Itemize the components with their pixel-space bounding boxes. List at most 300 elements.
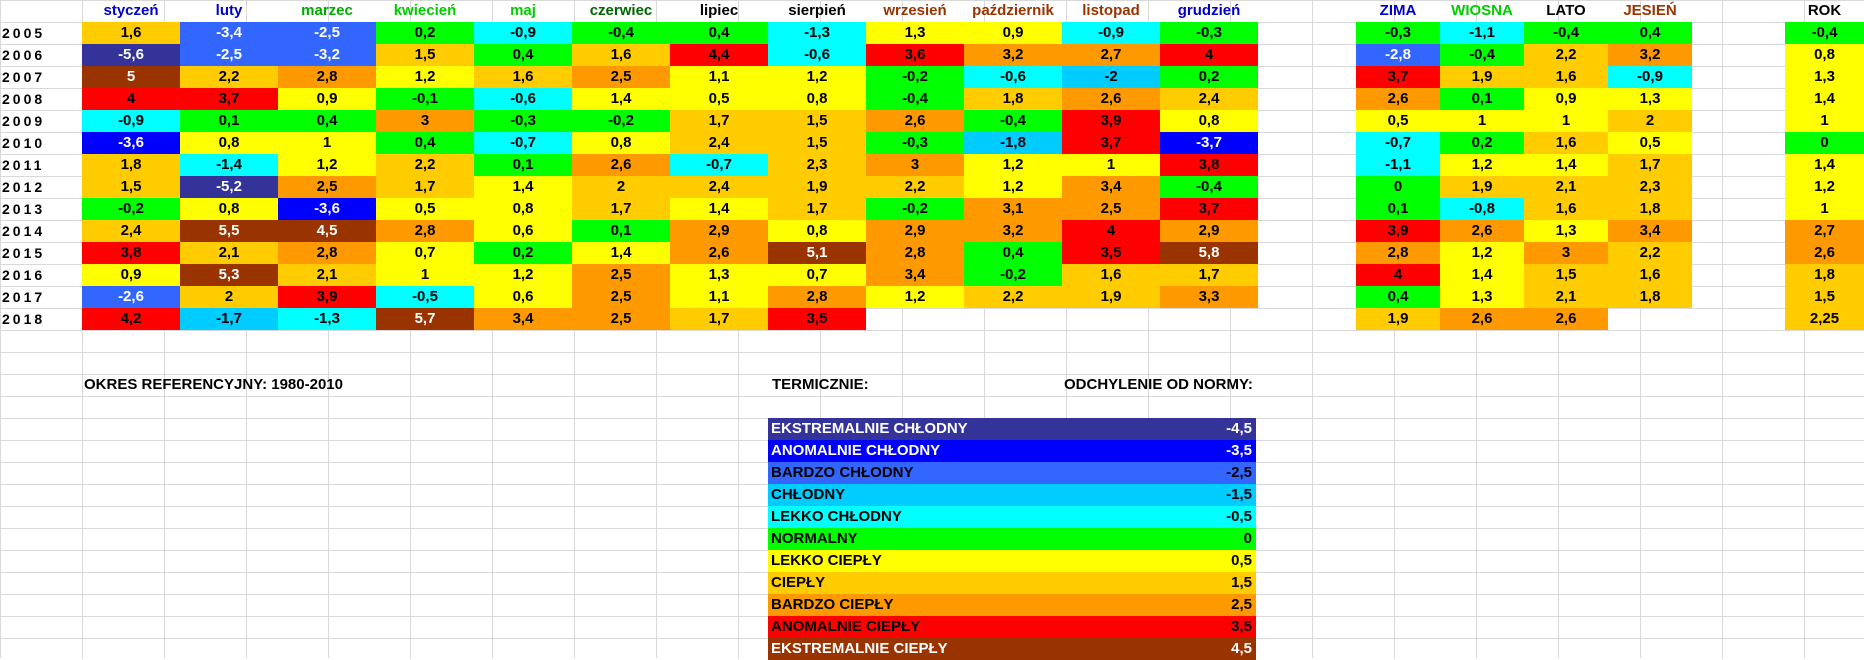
month-header-11[interactable]: grudzień [1177,2,1241,19]
legend-name: LEKKO CIEPŁY [771,552,882,569]
month-cell[interactable]: 0,2 [376,22,474,44]
month-cell[interactable]: -0,2 [572,110,670,132]
year-label[interactable]: 2016 [2,267,46,283]
month-cell[interactable]: -0,7 [670,154,768,176]
month-cell[interactable]: 2,6 [866,110,964,132]
legend-name: ANOMALNIE CHŁODNY [771,442,941,459]
month-header-2[interactable]: marzec [301,2,353,19]
month-cell[interactable] [1160,308,1258,330]
season-cell[interactable]: 0,2 [1440,132,1524,154]
month-cell[interactable] [964,308,1062,330]
month-cell[interactable]: 1,2 [866,286,964,308]
year-label[interactable]: 2014 [2,223,46,239]
rok-cell[interactable]: -0,4 [1785,22,1864,44]
month-cell[interactable]: 2,9 [670,220,768,242]
month-cell[interactable]: 2,2 [376,154,474,176]
month-cell[interactable]: -2,5 [278,22,376,44]
legend-row [768,484,1256,506]
season-cell[interactable]: 1,8 [1608,286,1692,308]
month-cell[interactable]: 4 [1062,220,1160,242]
season-cell[interactable]: 1,9 [1356,308,1440,330]
month-header-4[interactable]: maj [510,2,536,19]
month-cell[interactable]: 5,3 [180,264,278,286]
year-label[interactable]: 2013 [2,201,46,217]
month-cell[interactable]: 0,9 [964,22,1062,44]
legend-value: -0,5 [1226,508,1252,525]
month-cell[interactable]: 1,7 [670,110,768,132]
month-cell[interactable]: -3,6 [278,198,376,220]
legend-name: NORMALNY [771,530,858,547]
month-cell[interactable]: 0,4 [670,22,768,44]
season-cell[interactable]: 3,9 [1356,220,1440,242]
month-cell[interactable]: -0,6 [964,66,1062,88]
month-cell[interactable]: -0,4 [866,88,964,110]
season-cell[interactable]: 1,4 [1440,264,1524,286]
month-cell[interactable]: 0,8 [474,198,572,220]
month-cell[interactable]: 0,7 [768,264,866,286]
season-cell[interactable]: 0,1 [1356,198,1440,220]
season-cell[interactable]: -0,3 [1356,22,1440,44]
year-label[interactable]: 2007 [2,69,46,85]
month-cell[interactable]: 5,7 [376,308,474,330]
season-cell[interactable]: 1,5 [1524,264,1608,286]
month-cell[interactable]: 3 [866,154,964,176]
month-cell[interactable]: -0,1 [376,88,474,110]
rok-cell[interactable]: 1,4 [1785,154,1864,176]
month-cell[interactable]: -1,4 [180,154,278,176]
legend-name: EKSTREMALNIE CIEPŁY [771,640,948,657]
season-cell[interactable]: 2,6 [1356,88,1440,110]
season-cell[interactable]: 1,9 [1440,66,1524,88]
month-cell[interactable]: -2 [1062,66,1160,88]
season-cell[interactable]: -0,4 [1440,44,1524,66]
legend-row [768,616,1256,638]
season-cell[interactable] [1608,308,1692,330]
month-cell[interactable]: 1,6 [474,66,572,88]
month-cell[interactable]: 1,4 [670,198,768,220]
month-cell[interactable]: 1,2 [278,154,376,176]
month-cell[interactable]: 3,1 [964,198,1062,220]
odchylenie-label: ODCHYLENIE OD NORMY: [1064,376,1253,393]
month-cell[interactable]: 0,8 [180,132,278,154]
month-cell[interactable] [866,308,964,330]
season-cell[interactable]: 0 [1356,176,1440,198]
month-cell[interactable]: 2,8 [278,66,376,88]
month-cell[interactable]: 0,1 [572,220,670,242]
month-cell[interactable]: 2 [180,286,278,308]
month-cell[interactable]: 1,2 [376,66,474,88]
legend-value: 0,5 [1231,552,1252,569]
month-cell[interactable]: -0,3 [866,132,964,154]
month-cell[interactable]: 3,6 [866,44,964,66]
month-cell[interactable]: 3,7 [1062,132,1160,154]
month-cell[interactable]: 0,8 [768,220,866,242]
year-label[interactable]: 2017 [2,289,46,305]
month-cell[interactable]: 0,8 [180,198,278,220]
season-cell[interactable]: 0,5 [1356,110,1440,132]
month-cell[interactable]: 4 [82,88,180,110]
month-cell[interactable]: 3,3 [1160,286,1258,308]
month-cell[interactable]: 3,7 [180,88,278,110]
month-cell[interactable]: 3,9 [1062,110,1160,132]
month-cell[interactable]: 1,5 [768,132,866,154]
month-cell[interactable]: 2,8 [866,242,964,264]
month-cell[interactable]: 4,2 [82,308,180,330]
month-cell[interactable]: 4,4 [670,44,768,66]
season-cell[interactable]: 1,2 [1440,154,1524,176]
month-cell[interactable]: -0,2 [866,66,964,88]
month-cell[interactable]: -0,2 [82,198,180,220]
month-cell[interactable]: -1,7 [180,308,278,330]
month-cell[interactable]: 1,6 [82,22,180,44]
season-cell[interactable]: 3,7 [1356,66,1440,88]
month-cell[interactable]: 1,2 [964,176,1062,198]
season-cell[interactable]: -1,1 [1440,22,1524,44]
month-cell[interactable]: 2,5 [278,176,376,198]
month-cell[interactable]: 3,9 [278,286,376,308]
month-cell[interactable]: -0,3 [1160,22,1258,44]
season-cell[interactable]: 1,3 [1608,88,1692,110]
month-cell[interactable]: -3,7 [1160,132,1258,154]
month-cell[interactable]: -3,4 [180,22,278,44]
month-cell[interactable]: 1,7 [376,176,474,198]
month-cell[interactable]: 1 [278,132,376,154]
month-cell[interactable]: -1,8 [964,132,1062,154]
legend-row [768,462,1256,484]
month-cell[interactable]: 2,1 [278,264,376,286]
month-cell[interactable]: 3 [376,110,474,132]
termicznie-label: TERMICZNIE: [772,376,869,393]
season-cell[interactable]: 1,4 [1524,154,1608,176]
legend-row [768,440,1256,462]
season-header-2[interactable]: LATO [1546,2,1586,19]
month-cell[interactable]: 0,2 [1160,66,1258,88]
month-cell[interactable]: 2,8 [278,242,376,264]
month-cell[interactable]: -3,6 [82,132,180,154]
month-cell[interactable]: 0,8 [1160,110,1258,132]
month-cell[interactable]: 2,1 [180,242,278,264]
month-cell[interactable]: 0,2 [474,242,572,264]
month-cell[interactable]: 4 [1160,44,1258,66]
season-cell[interactable]: 0,9 [1524,88,1608,110]
month-cell[interactable]: 2,5 [572,286,670,308]
month-cell[interactable]: -5,6 [82,44,180,66]
legend-row [768,550,1256,572]
rok-cell[interactable]: 1,2 [1785,176,1864,198]
month-cell[interactable]: -0,7 [474,132,572,154]
month-cell[interactable]: 3,8 [82,242,180,264]
season-header-1[interactable]: WIOSNA [1451,2,1513,19]
legend-value: 1,5 [1231,574,1252,591]
month-cell[interactable]: 2,4 [670,132,768,154]
month-header-1[interactable]: luty [215,2,243,19]
season-cell[interactable]: 1,6 [1524,66,1608,88]
month-header-3[interactable]: kwiecień [393,2,457,19]
month-cell[interactable]: 1,9 [768,176,866,198]
month-cell[interactable]: 2,4 [670,176,768,198]
season-cell[interactable]: 2,2 [1524,44,1608,66]
rok-cell[interactable]: 1,5 [1785,286,1864,308]
legend-value: -3,5 [1226,442,1252,459]
month-cell[interactable]: -0,4 [964,110,1062,132]
month-cell[interactable]: 3,7 [1160,198,1258,220]
month-cell[interactable]: 3,4 [866,264,964,286]
month-cell[interactable]: -2,6 [82,286,180,308]
season-cell[interactable]: 2,3 [1608,176,1692,198]
legend-name: EKSTREMALNIE CHŁODNY [771,420,968,437]
month-cell[interactable]: 2,5 [572,308,670,330]
season-cell[interactable]: 0,1 [1440,88,1524,110]
rok-cell[interactable]: 0,8 [1785,44,1864,66]
month-cell[interactable]: 2,4 [1160,88,1258,110]
month-cell[interactable]: 0,4 [376,132,474,154]
month-cell[interactable]: 1,3 [866,22,964,44]
season-cell[interactable]: 0,5 [1608,132,1692,154]
month-cell[interactable]: 0,4 [278,110,376,132]
season-cell[interactable]: 0,4 [1356,286,1440,308]
rok-cell[interactable]: 0 [1785,132,1864,154]
month-cell[interactable]: -0,9 [82,110,180,132]
month-cell[interactable]: 0,5 [670,88,768,110]
month-cell[interactable]: 1,1 [670,286,768,308]
month-cell[interactable]: 1 [1062,154,1160,176]
season-cell[interactable]: 2 [1608,110,1692,132]
legend-name: BARDZO CIEPŁY [771,596,894,613]
month-cell[interactable]: -0,9 [474,22,572,44]
season-cell[interactable]: 3 [1524,242,1608,264]
month-cell[interactable]: 0,7 [376,242,474,264]
month-cell[interactable]: 5,1 [768,242,866,264]
season-cell[interactable]: 1 [1524,110,1608,132]
month-cell[interactable]: -0,2 [964,264,1062,286]
month-cell[interactable]: 2,4 [82,220,180,242]
month-cell[interactable]: 0,8 [572,132,670,154]
month-cell[interactable]: 5,8 [1160,242,1258,264]
season-cell[interactable]: 3,4 [1608,220,1692,242]
month-cell[interactable]: -3,2 [278,44,376,66]
month-cell[interactable]: 0,5 [376,198,474,220]
legend-row [768,594,1256,616]
legend-value: -4,5 [1226,420,1252,437]
month-header-9[interactable]: październik [972,2,1054,19]
month-cell[interactable]: -0,2 [866,198,964,220]
month-cell[interactable]: 1,5 [768,110,866,132]
legend-row [768,572,1256,594]
month-cell[interactable]: 2,8 [376,220,474,242]
month-cell[interactable]: 1,7 [670,308,768,330]
month-cell[interactable]: 2,6 [670,242,768,264]
month-cell[interactable]: 1,5 [376,44,474,66]
season-cell[interactable]: 1,9 [1440,176,1524,198]
month-cell[interactable]: 3,4 [1062,176,1160,198]
rok-cell[interactable]: 1 [1785,198,1864,220]
legend-row [768,638,1256,660]
legend-name: CHŁODNY [771,486,846,503]
month-cell[interactable]: 1,6 [1062,264,1160,286]
season-cell[interactable]: 1,7 [1608,154,1692,176]
month-header-10[interactable]: listopad [1082,2,1140,19]
season-cell[interactable]: -1,1 [1356,154,1440,176]
year-label[interactable]: 2018 [2,311,46,327]
season-cell[interactable]: 2,8 [1356,242,1440,264]
rok-cell[interactable]: 1,3 [1785,66,1864,88]
month-cell[interactable]: 0,4 [964,242,1062,264]
month-header-6[interactable]: lipiec [699,2,739,19]
season-cell[interactable]: 1,3 [1524,220,1608,242]
year-label[interactable]: 2006 [2,47,46,63]
month-cell[interactable]: 2,7 [1062,44,1160,66]
rok-cell[interactable]: 1,4 [1785,88,1864,110]
month-cell[interactable]: 1,1 [670,66,768,88]
month-header-7[interactable]: sierpień [788,2,846,19]
month-cell[interactable]: 1,5 [82,176,180,198]
month-cell[interactable]: 0,4 [474,44,572,66]
year-label[interactable]: 2009 [2,113,46,129]
legend-name: LEKKO CHŁODNY [771,508,902,525]
season-cell[interactable]: -2,8 [1356,44,1440,66]
season-cell[interactable]: -0,7 [1356,132,1440,154]
month-cell[interactable]: 0,1 [180,110,278,132]
month-cell[interactable]: 0,9 [278,88,376,110]
month-cell[interactable]: 1,8 [964,88,1062,110]
season-cell[interactable]: 3,2 [1608,44,1692,66]
month-cell[interactable]: 1,3 [670,264,768,286]
month-cell[interactable]: 2,5 [1062,198,1160,220]
month-cell[interactable]: 1,2 [474,264,572,286]
season-cell[interactable]: 0,4 [1608,22,1692,44]
month-cell[interactable]: 3,4 [474,308,572,330]
rok-cell[interactable]: 1 [1785,110,1864,132]
rok-cell[interactable]: 1,8 [1785,264,1864,286]
month-cell[interactable]: 1,2 [964,154,1062,176]
month-cell[interactable]: -0,6 [768,44,866,66]
year-label[interactable]: 2015 [2,245,46,261]
season-cell[interactable]: 2,1 [1524,286,1608,308]
month-cell[interactable] [1062,308,1160,330]
month-cell[interactable]: 3,8 [1160,154,1258,176]
month-cell[interactable]: 2,2 [180,66,278,88]
month-header-8[interactable]: wrzesień [883,2,947,19]
month-cell[interactable]: 3,5 [1062,242,1160,264]
month-cell[interactable]: 3,2 [964,44,1062,66]
season-cell[interactable]: 4 [1356,264,1440,286]
year-label[interactable]: 2008 [2,91,46,107]
month-cell[interactable]: -0,4 [572,22,670,44]
season-cell[interactable]: 2,6 [1440,308,1524,330]
month-cell[interactable]: 0,1 [474,154,572,176]
year-label[interactable]: 2010 [2,135,46,151]
rok-cell[interactable]: 2,7 [1785,220,1864,242]
month-header-5[interactable]: czerwiec [589,2,653,19]
month-cell[interactable]: 4,5 [278,220,376,242]
month-cell[interactable]: 0,6 [474,286,572,308]
season-cell[interactable]: 2,6 [1440,220,1524,242]
month-cell[interactable]: 1 [376,264,474,286]
month-cell[interactable]: 0,9 [82,264,180,286]
season-cell[interactable]: 1,6 [1608,264,1692,286]
legend-value: -2,5 [1226,464,1252,481]
rok-cell[interactable]: 2,25 [1785,308,1864,330]
legend-name: ANOMALNIE CIEPŁY [771,618,921,635]
season-header-3[interactable]: JESIEŃ [1623,2,1677,19]
legend-name: CIEPŁY [771,574,826,591]
season-cell[interactable]: 1,2 [1440,242,1524,264]
season-cell[interactable]: -0,8 [1440,198,1524,220]
month-cell[interactable]: 2,5 [572,264,670,286]
legend-row [768,506,1256,528]
month-cell[interactable]: -0,3 [474,110,572,132]
season-cell[interactable]: 2,2 [1608,242,1692,264]
month-cell[interactable]: 1,7 [768,198,866,220]
month-cell[interactable]: -0,6 [474,88,572,110]
season-cell[interactable]: 1,3 [1440,286,1524,308]
season-cell[interactable]: 2,1 [1524,176,1608,198]
month-cell[interactable]: 2,6 [572,154,670,176]
legend-value: 2,5 [1231,596,1252,613]
month-cell[interactable]: 1,4 [572,88,670,110]
month-cell[interactable]: -0,4 [1160,176,1258,198]
month-cell[interactable]: 2,2 [866,176,964,198]
year-label[interactable]: 2011 [2,157,45,173]
month-cell[interactable]: 1,2 [768,66,866,88]
month-cell[interactable]: 2,8 [768,286,866,308]
month-cell[interactable]: -2,5 [180,44,278,66]
month-cell[interactable]: 1,4 [474,176,572,198]
year-label[interactable]: 2012 [2,179,46,195]
month-cell[interactable]: 1,6 [572,44,670,66]
month-cell[interactable]: 5,5 [180,220,278,242]
month-cell[interactable]: 3,5 [768,308,866,330]
rok-cell[interactable]: 2,6 [1785,242,1864,264]
season-cell[interactable]: -0,4 [1524,22,1608,44]
season-cell[interactable]: 1,6 [1524,198,1608,220]
month-cell[interactable]: 1,4 [572,242,670,264]
season-cell[interactable]: -0,9 [1608,66,1692,88]
month-cell[interactable]: -1,3 [768,22,866,44]
season-cell[interactable]: 1,6 [1524,132,1608,154]
month-cell[interactable]: 2,9 [1160,220,1258,242]
month-cell[interactable]: 1,8 [82,154,180,176]
month-cell[interactable]: 1,7 [1160,264,1258,286]
legend-row [768,528,1256,550]
month-cell[interactable]: 1,9 [1062,286,1160,308]
month-cell[interactable]: 3,2 [964,220,1062,242]
season-cell[interactable]: 2,6 [1524,308,1608,330]
month-cell[interactable]: 2 [572,176,670,198]
season-cell[interactable]: 1,8 [1608,198,1692,220]
month-cell[interactable]: 0,6 [474,220,572,242]
month-cell[interactable]: 2,3 [768,154,866,176]
month-cell[interactable]: -5,2 [180,176,278,198]
season-cell[interactable]: 1 [1440,110,1524,132]
month-cell[interactable]: 5 [82,66,180,88]
month-cell[interactable]: 1,7 [572,198,670,220]
year-header[interactable]: ROK [1807,2,1842,19]
month-cell[interactable]: -0,9 [1062,22,1160,44]
season-header-0[interactable]: ZIMA [1379,2,1417,19]
month-cell[interactable]: -0,5 [376,286,474,308]
legend-value: 3,5 [1231,618,1252,635]
year-label[interactable]: 2005 [2,25,46,41]
month-cell[interactable]: 2,5 [572,66,670,88]
month-cell[interactable]: -1,3 [278,308,376,330]
month-cell[interactable]: 2,6 [1062,88,1160,110]
month-cell[interactable]: 2,2 [964,286,1062,308]
month-header-0[interactable]: styczeń [103,2,159,19]
month-cell[interactable]: 2,9 [866,220,964,242]
month-cell[interactable]: 0,8 [768,88,866,110]
legend-value: 0 [1243,530,1252,547]
